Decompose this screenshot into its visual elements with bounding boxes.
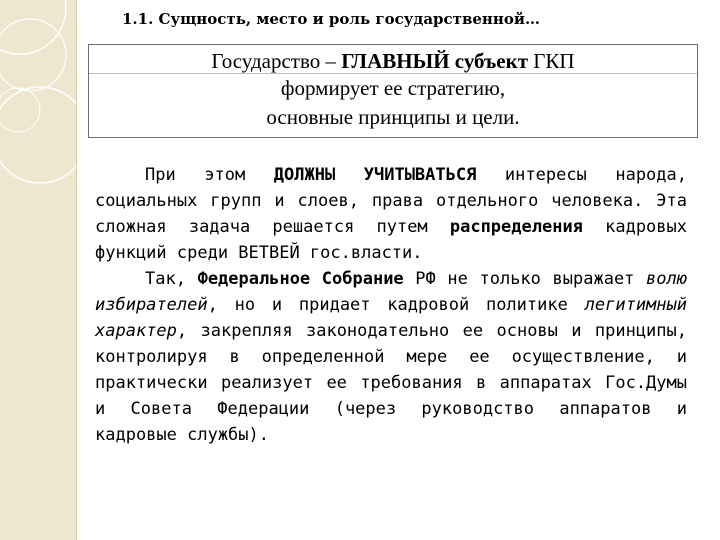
p1-bold-2: распределения (449, 217, 583, 237)
p1-bold-1: ДОЛЖНЫ УЧИТЫВАТЬСЯ (273, 165, 477, 185)
decorative-side-band (0, 0, 77, 540)
deco-circle-1 (0, 0, 66, 54)
p2-text-2: РФ не только выражает (403, 269, 647, 289)
header-line-1 (89, 48, 697, 74)
header-divider (89, 73, 697, 74)
paragraph-2 (95, 266, 687, 448)
p2-text-3: , но и придает кадровой политике (207, 295, 585, 315)
paragraph-1 (95, 162, 687, 266)
p2-italic-1: волю избирателей (95, 269, 687, 315)
header-box (88, 44, 698, 138)
header-line-3: основные принципы и цели. (266, 105, 520, 129)
slide-title: 1.1. Сущность, место и роль государственной… (122, 10, 541, 28)
p1-text-3: кадровых функций среди ВЕТВЕЙ гос.власти. (95, 217, 687, 263)
deco-circle-2 (0, 19, 66, 91)
header-text-1a: Государство – (211, 49, 342, 73)
p2-bold-1: Федеральное Собрание (197, 269, 404, 289)
body-text (95, 162, 687, 448)
p1-text-1: При этом (145, 165, 274, 185)
deco-circle-4 (0, 88, 40, 132)
p2-italic-2: легитимный характер (95, 295, 687, 341)
header-emphasis: ГЛАВНЫЙ субъект (341, 49, 529, 73)
decorative-circles (0, 0, 76, 540)
p2-text-1: Так, (145, 269, 198, 289)
p2-text-4: , закрепляя законодательно ее основы и принципы, контролируя в определенной мере ее осуществление, и практически реализует ее требования в аппаратах Гос.Думы и Совета Федерации (через руководство аппаратов и кадровые службы). (95, 321, 687, 445)
header-line-2: формирует ее стратегию, (280, 76, 506, 100)
header-text-1c: ГКП (528, 49, 575, 73)
p1-text-2: интересы народа, социальных групп и слоев, права отдельного человека. Эта сложная задача решается путем (95, 165, 687, 237)
